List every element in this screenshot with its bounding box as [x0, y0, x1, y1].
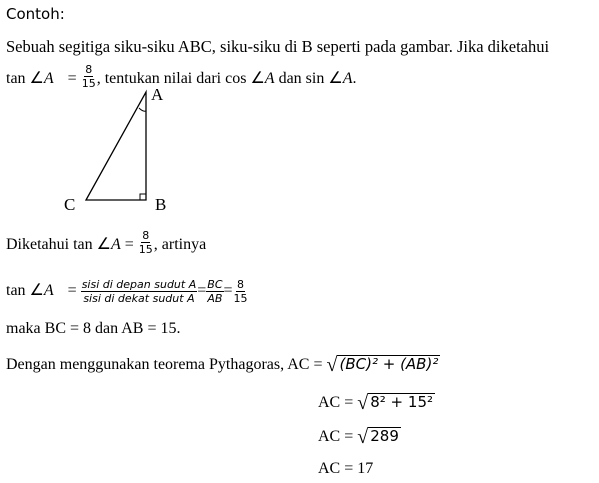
pythagoras-text: Dengan menggunakan teorema Pythagoras, AC = [6, 356, 323, 373]
problem-question: , tentukan nilai dari cos ∠ [96, 70, 265, 87]
ratio-words-fraction [81, 279, 198, 304]
ratio-words-denominator: sisi di dekat sudut A [83, 292, 195, 305]
step-2-expr: 289 [370, 427, 399, 445]
angle-var-cos: A [264, 70, 275, 87]
step-2 [318, 426, 401, 449]
known-angle-var: A [110, 236, 121, 253]
known-denominator: 15 [138, 242, 153, 256]
known-prefix: Diketahui tan ∠ [6, 236, 111, 253]
ratio-words-numerator: sisi di depan sudut A [81, 278, 197, 291]
known-line [6, 228, 207, 256]
vertex-label-b: B [155, 195, 167, 214]
conclusion-line: maka BC = 8 dan AB = 15. [6, 320, 181, 337]
example-heading: Contoh: [6, 5, 65, 23]
sqrt-expression: √ (BC)² + (AB)² [326, 354, 439, 376]
ratio-line [6, 279, 249, 304]
ratio-numeric-fraction [233, 279, 249, 304]
right-triangle-figure [60, 82, 190, 217]
ratio-bc-ab-fraction [206, 279, 223, 304]
known-numerator: 8 [142, 228, 150, 242]
ratio-equals-3: = [223, 282, 233, 300]
fraction-numerator: 8 [85, 62, 93, 76]
period: . [352, 70, 357, 87]
known-fraction [138, 230, 154, 255]
vertex-label-a: A [151, 85, 164, 104]
and-sin-text: dan sin ∠ [274, 70, 343, 87]
equals-sign: = [67, 70, 77, 87]
ratio-bc: BC [207, 278, 223, 291]
angle-var-sin: A [342, 70, 353, 87]
step-3: AC = 17 [318, 460, 374, 477]
pythagoras-line [6, 354, 440, 377]
step-1-expr: 8² + 15² [370, 393, 433, 411]
step-1-lhs: AC = [318, 394, 354, 411]
ratio-equals-1: = [67, 282, 77, 300]
known-suffix: , artinya [153, 236, 207, 253]
fraction-denominator: 15 [81, 76, 96, 90]
step-1-sqrt: √ 8² + 15² [357, 392, 433, 414]
ratio-tan: tan ∠ [6, 282, 44, 300]
angle-var: A [43, 70, 54, 87]
known-equals: = [120, 236, 134, 253]
step-2-sqrt: √ 289 [357, 426, 399, 448]
ratio-angle-var: A [43, 282, 54, 300]
ratio-equals-2: = [197, 282, 207, 300]
step-2-lhs: AC = [318, 428, 354, 445]
problem-text-line1: Sebuah segitiga siku-siku ABC, siku-siku di B seperti pada gambar. Jika diketahui [6, 37, 550, 56]
step-1 [318, 392, 435, 415]
angle-a-arc [139, 108, 146, 111]
tan-prefix: tan ∠ [6, 70, 44, 87]
sqrt-body: (BC)² + (AB)² [339, 355, 439, 373]
triangle-abc [86, 92, 146, 200]
ratio-numeric-denominator: 15 [233, 292, 248, 305]
ratio-numeric-numerator: 8 [237, 278, 245, 291]
vertex-label-c: C [64, 195, 76, 214]
right-angle-marker [140, 194, 146, 200]
ratio-ab: AB [207, 292, 223, 305]
